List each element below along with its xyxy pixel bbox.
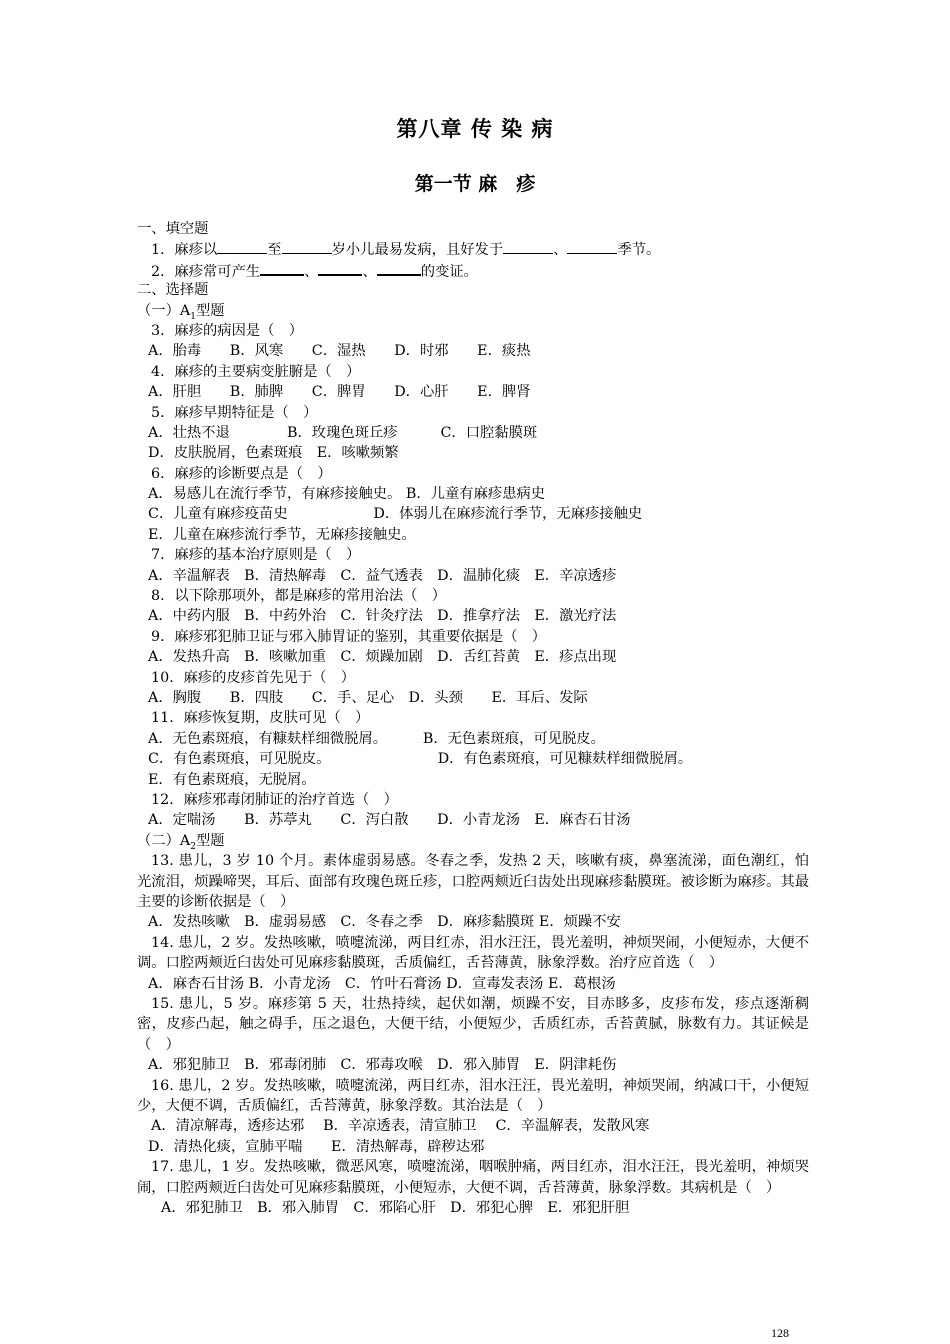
a1-heading: （一）$A_1$型题 <box>137 302 225 322</box>
options-line: A．定喘汤 B．苏葶丸 C．泻白散 D．小青龙汤 E．麻杏石甘汤 <box>148 812 631 829</box>
options-line: A．易感儿在流行季节，有麻疹接触史。 B．儿童有麻疹患病史 <box>148 486 546 503</box>
options-line: C．儿童有麻疹疫苗史 D．体弱儿在麻疹流行季节，无麻疹接触史 <box>148 506 643 523</box>
question-line: 12．麻疹邪毒闭肺证的治疗首选（ ） <box>151 791 398 808</box>
question-line: 7．麻疹的基本治疗原则是（ ） <box>151 547 361 564</box>
question-line: 8．以下除那项外，都是麻疹的常用治法（ ） <box>151 588 447 605</box>
question-16: 16. 患儿，2 岁。发热咳嗽，喷嚏流涕，两目红赤，泪水汪汪，畏光羞明，神烦哭闹，纳减口干，小便短少，大便不调，舌质偏红，舌苔薄黄，脉象浮数。其治法是（ ） <box>137 1077 809 1114</box>
question-line: 5．麻疹早期特征是（ ） <box>151 404 318 421</box>
question-line: 10．麻疹的皮疹首先见于（ ） <box>151 669 356 686</box>
options-line: A．壮热不退 B．玫瑰色斑丘疹 C．口腔黏膜斑 <box>148 424 538 441</box>
page-number: 128 <box>771 1326 789 1340</box>
options-line: A．发热升高 B．咳嗽加重 C．烦躁加剧 D．舌红苔黄 E．疹点出现 <box>148 649 617 666</box>
question-13: 13. 患儿，3 岁 10 个月。素体虚弱易感。冬春之季，发热 2 天，咳嗽有痰，鼻塞流涕，面色潮红，怕光流泪，烦躁啼哭，耳后、面部有玫瑰色斑丘疹，口腔两颊近臼齿处出现麻疹黏膜斑。被诊断为麻疹。其最主要的诊断依据是（ ） <box>137 853 809 910</box>
chapter-title: 第八章 传 染 病 <box>396 117 554 141</box>
options-line: C．有色素斑痕，可见脱皮。 D．有色素斑痕，可见糠麸样细微脱屑。 <box>148 751 693 768</box>
question-line: 4．麻疹的主要病变脏腑是（ ） <box>151 363 361 380</box>
question-1: 1．麻疹以 至 岁小儿最易发病，且好发于 、 季节。 <box>137 239 809 259</box>
options-line: A．邪犯肺卫 B．邪毒闭肺 C．邪毒攻喉 D．邪入肺胃 E．阴津耗伤 <box>148 1057 617 1074</box>
options-line: A．无色素斑痕，有糠麸样细微脱屑。 B．无色素斑痕，可见脱皮。 <box>148 730 605 747</box>
question-2: 2．麻疹常可产生 、 、 的变证。 <box>137 260 809 280</box>
question-line: 6．麻疹的诊断要点是（ ） <box>151 465 332 482</box>
options-line: E．有色素斑痕，无脱屑。 <box>148 771 316 788</box>
section-title: 第一节 麻 疹 <box>414 173 536 195</box>
options-line: A．中药内服 B．中药外治 C．针灸疗法 D．推拿疗法 E．激光疗法 <box>148 608 617 625</box>
part1-heading: 一、填空题 <box>137 221 209 237</box>
a2-heading: （二）$A_2$型题 <box>137 832 225 852</box>
answer-blank[interactable] <box>377 260 421 276</box>
document-body <box>137 219 809 1218</box>
options-line: D．皮肤脱屑，色素斑痕 E．咳嗽频繁 <box>148 445 399 462</box>
options-line: D．清热化痰，宣肺平喘 E．清热解毒，辟秽达邪 <box>148 1138 485 1155</box>
options-line: A．发热咳嗽 B．虚弱易感 C．冬春之季 D．麻疹黏膜斑 E．烦躁不安 <box>148 914 621 931</box>
options-line: A．胸腹 B．四肢 C．手、足心 D．头颈 E．耳后、发际 <box>148 689 588 706</box>
options-line: A．肝胆 B．肺脾 C．脾胃 D．心肝 E．脾肾 <box>148 384 531 401</box>
answer-blank[interactable] <box>260 260 304 276</box>
options-line: A．邪犯肺卫 B．邪入肺胃 C．邪陷心肝 D．邪犯心脾 E．邪犯肝胆 <box>161 1199 630 1216</box>
question-line: 3．麻疹的病因是（ ） <box>151 322 304 339</box>
part2-heading: 二、选择题 <box>137 282 209 299</box>
answer-blank[interactable] <box>503 239 553 254</box>
question-14: 14. 患儿，2 岁。发热咳嗽，喷嚏流涕，两目红赤，泪水汪汪，畏光羞明，神烦哭闹，小便短赤，大便不调。口腔两颊近臼齿处可见麻疹黏膜斑，舌质偏红，舌苔薄黄，脉象浮数。治疗应首选（ ） <box>137 934 809 972</box>
question-17: 17. 患儿，1 岁。发热咳嗽，微恶风寒，喷嚏流涕，咽喉肿痛，两目红赤，泪水汪汪，畏光羞明，神烦哭闹，口腔两颊近臼齿处可见麻疹黏膜斑，小便短赤，大便不调，舌苔薄黄，脉象浮数。其病机是（ ） <box>137 1159 809 1196</box>
answer-blank[interactable] <box>567 239 617 254</box>
options-line: E．儿童在麻疹流行季节，无麻疹接触史。 <box>148 526 416 543</box>
question-line: 11．麻疹恢复期，皮肤可见（ ） <box>151 710 370 727</box>
answer-blank[interactable] <box>318 260 362 276</box>
answer-blank[interactable] <box>217 239 267 254</box>
options-line: A．清凉解毒，透疹达邪 B．辛凉透表，清宣肺卫 C．辛温解表，发散风寒 <box>151 1118 650 1135</box>
question-line: 9．麻疹邪犯肺卫证与邪入肺胃证的鉴别，其重要依据是（ ） <box>151 628 547 645</box>
options-line: A．胎毒 B．风寒 C．湿热 D．时邪 E．痰热 <box>148 343 531 360</box>
options-line: A．辛温解表 B．清热解毒 C．益气透表 D．温肺化痰 E．辛凉透疹 <box>148 567 617 584</box>
answer-blank[interactable] <box>282 239 332 254</box>
options-line: A．麻杏石甘汤 B．小青龙汤 C．竹叶石膏汤 D．宣毒发表汤 E．葛根汤 <box>148 975 616 992</box>
question-15: 15. 患儿，5 岁。麻疹第 5 天，壮热持续，起伏如潮，烦躁不安，目赤眵多，皮疹布发，疹点逐渐稠密，皮疹凸起，触之碍手，压之退色，大便干结，小便短少，舌质红赤，舌苔黄腻，脉数有力。其证候是（ ） <box>137 995 809 1053</box>
